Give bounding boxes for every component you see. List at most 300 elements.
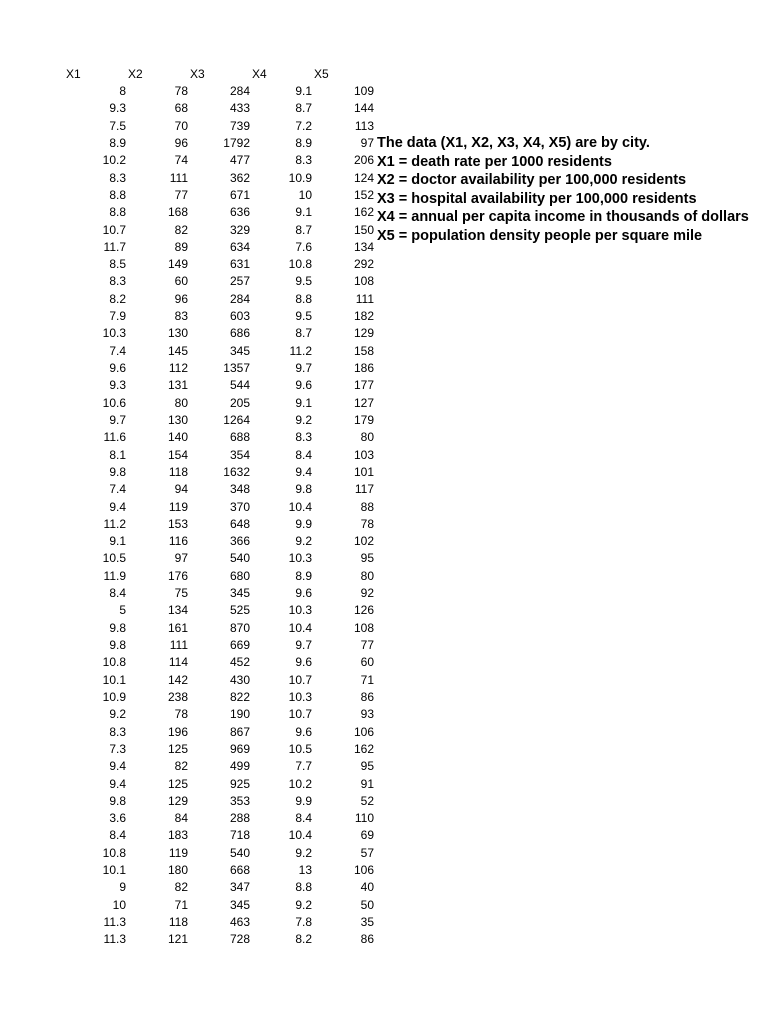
- table-cell[interactable]: 112: [168, 361, 188, 375]
- table-cell[interactable]: 92: [360, 586, 374, 601]
- table-cell[interactable]: 288: [229, 811, 250, 826]
- table-cell[interactable]: 108: [353, 274, 374, 289]
- table-cell[interactable]: 822: [229, 689, 250, 704]
- table-cell[interactable]: 463: [229, 915, 250, 929]
- table-cell[interactable]: 257: [229, 274, 250, 289]
- table-cell[interactable]: 9.6: [109, 361, 126, 375]
- table-row: [0, 100, 380, 117]
- table-cell[interactable]: 78: [360, 516, 374, 531]
- table-cell[interactable]: 9.5: [295, 274, 312, 289]
- table-cell[interactable]: 102: [353, 534, 374, 549]
- table-cell[interactable]: 11.3: [103, 915, 126, 929]
- table-row: [0, 810, 380, 827]
- table-row: [0, 724, 380, 741]
- table-cell[interactable]: 103: [353, 447, 374, 462]
- table-cell[interactable]: 95: [360, 759, 374, 774]
- table-cell[interactable]: 129: [353, 326, 374, 341]
- table-cell[interactable]: 168: [167, 205, 188, 220]
- table-cell[interactable]: 10.5: [102, 551, 126, 566]
- table-cell[interactable]: 96: [174, 135, 188, 150]
- data-table: [0, 83, 380, 949]
- table-row: [0, 758, 380, 775]
- table-cell[interactable]: 603: [229, 309, 250, 324]
- table-cell[interactable]: 82: [174, 222, 188, 237]
- table-cell[interactable]: 9.9: [295, 793, 312, 808]
- table-cell[interactable]: 8.3: [295, 153, 312, 168]
- table-cell[interactable]: 9.3: [109, 378, 126, 393]
- table-cell[interactable]: 9.6: [295, 378, 312, 393]
- table-cell[interactable]: 433: [229, 101, 250, 116]
- table-cell[interactable]: 57: [360, 845, 374, 860]
- table-cell[interactable]: 84: [174, 811, 188, 826]
- table-cell[interactable]: 70: [174, 118, 188, 133]
- table-cell[interactable]: 10.8: [288, 257, 312, 272]
- table-cell[interactable]: 671: [229, 187, 250, 202]
- table-cell[interactable]: 144: [353, 101, 374, 116]
- table-cell[interactable]: 7.2: [295, 118, 312, 133]
- table-row: [0, 897, 380, 914]
- table-cell[interactable]: 9.7: [295, 361, 312, 375]
- table-cell[interactable]: 8.8: [295, 291, 312, 306]
- table-cell[interactable]: 52: [360, 793, 374, 808]
- table-cell[interactable]: 97: [360, 135, 374, 150]
- table-cell[interactable]: 80: [360, 430, 374, 445]
- table-cell[interactable]: 8.8: [109, 187, 126, 202]
- note-x2[interactable]: X2 = doctor availability per 100,000 residents: [377, 172, 687, 188]
- table-cell[interactable]: 162: [353, 741, 374, 756]
- table-cell[interactable]: 60: [174, 274, 188, 289]
- header-x2[interactable]: X2: [128, 67, 143, 81]
- table-cell[interactable]: 10.4: [288, 620, 312, 635]
- table-cell[interactable]: 180: [167, 863, 188, 878]
- table-cell[interactable]: 161: [167, 620, 188, 635]
- table-cell[interactable]: 9.1: [295, 205, 312, 220]
- table-cell[interactable]: 525: [229, 603, 250, 618]
- table-cell[interactable]: 9.4: [109, 776, 126, 791]
- table-cell[interactable]: 354: [229, 447, 250, 462]
- table-row: [0, 395, 380, 412]
- table-cell[interactable]: 540: [229, 551, 250, 566]
- table-cell[interactable]: 8.9: [295, 135, 312, 150]
- table-cell[interactable]: 80: [360, 568, 374, 583]
- table-cell[interactable]: 8.3: [295, 430, 312, 445]
- table-cell[interactable]: 284: [229, 291, 250, 306]
- table-cell[interactable]: 452: [229, 655, 250, 670]
- table-cell[interactable]: 10.7: [288, 672, 312, 687]
- table-cell[interactable]: 9: [119, 880, 126, 895]
- table-cell[interactable]: 9.1: [295, 395, 312, 410]
- table-cell[interactable]: 544: [229, 378, 250, 393]
- table-cell[interactable]: 40: [360, 880, 374, 895]
- table-cell[interactable]: 1264: [223, 412, 250, 427]
- table-cell[interactable]: 728: [229, 932, 250, 947]
- table-row: [0, 464, 380, 481]
- table-cell[interactable]: 353: [229, 793, 250, 808]
- table-row: [0, 481, 380, 498]
- table-cell[interactable]: 110: [354, 811, 374, 826]
- table-cell[interactable]: 130: [167, 412, 188, 427]
- table-cell[interactable]: 205: [229, 395, 250, 410]
- table-cell[interactable]: 111: [355, 291, 374, 306]
- table-cell[interactable]: 8.2: [295, 932, 312, 947]
- table-cell[interactable]: 9.4: [109, 499, 126, 514]
- table-row: [0, 499, 380, 516]
- table-cell[interactable]: 71: [174, 897, 188, 912]
- table-cell[interactable]: 8.1: [109, 447, 126, 462]
- table-cell[interactable]: 176: [167, 568, 188, 583]
- table-cell[interactable]: 9.3: [109, 101, 126, 116]
- table-cell[interactable]: 238: [167, 689, 188, 704]
- table-cell[interactable]: 540: [229, 845, 250, 860]
- table-cell[interactable]: 71: [360, 672, 374, 687]
- table-cell[interactable]: 8.2: [109, 291, 126, 306]
- table-cell[interactable]: 116: [168, 534, 188, 549]
- table-cell[interactable]: 77: [360, 638, 374, 652]
- table-cell[interactable]: 688: [229, 430, 250, 445]
- table-cell[interactable]: 10.8: [102, 845, 126, 860]
- table-row: [0, 118, 380, 135]
- header-x5[interactable]: X5: [314, 67, 329, 81]
- table-cell[interactable]: 477: [229, 153, 250, 168]
- table-cell[interactable]: 140: [167, 430, 188, 445]
- table-cell[interactable]: 145: [167, 343, 188, 358]
- table-cell[interactable]: 686: [229, 326, 250, 341]
- table-cell[interactable]: 430: [229, 672, 250, 687]
- table-cell[interactable]: 7.7: [295, 759, 312, 774]
- table-cell[interactable]: 9.2: [109, 707, 126, 722]
- table-cell[interactable]: 10.4: [288, 828, 312, 843]
- table-cell[interactable]: 10.4: [288, 499, 312, 514]
- table-cell[interactable]: 668: [229, 863, 250, 878]
- table-row: [0, 654, 380, 671]
- table-cell[interactable]: 206: [353, 153, 374, 168]
- table-cell[interactable]: 154: [167, 447, 188, 462]
- table-cell[interactable]: 10: [298, 187, 312, 202]
- table-cell[interactable]: 292: [353, 257, 374, 272]
- table-cell[interactable]: 152: [353, 187, 374, 202]
- table-cell[interactable]: 9.2: [295, 845, 312, 860]
- table-cell[interactable]: 867: [229, 724, 250, 739]
- table-cell[interactable]: 362: [229, 170, 250, 185]
- table-row: [0, 706, 380, 723]
- table-cell[interactable]: 131: [167, 378, 188, 393]
- table-cell[interactable]: 129: [167, 793, 188, 808]
- table-cell[interactable]: 9.8: [109, 464, 126, 479]
- table-cell[interactable]: 113: [354, 118, 374, 133]
- table-cell[interactable]: 8.3: [109, 170, 126, 185]
- table-cell[interactable]: 7.4: [109, 343, 126, 358]
- table-cell[interactable]: 345: [229, 897, 250, 912]
- table-row: [0, 879, 380, 896]
- table-cell[interactable]: 124: [353, 170, 374, 185]
- table-cell[interactable]: 9.4: [295, 464, 312, 479]
- table-cell[interactable]: 162: [353, 205, 374, 220]
- table-cell[interactable]: 108: [353, 620, 374, 635]
- table-cell[interactable]: 9.8: [109, 638, 126, 652]
- table-cell[interactable]: 93: [360, 707, 374, 722]
- table-cell[interactable]: 631: [229, 257, 250, 272]
- table-cell[interactable]: 106: [353, 724, 374, 739]
- table-cell[interactable]: 186: [353, 361, 374, 375]
- table-row: [0, 931, 380, 948]
- table-cell[interactable]: 10.1: [102, 863, 126, 878]
- table-cell[interactable]: 669: [229, 638, 250, 652]
- table-cell[interactable]: 9.1: [295, 84, 312, 98]
- table-cell[interactable]: 106: [353, 863, 374, 878]
- table-cell[interactable]: 74: [174, 153, 188, 168]
- table-cell[interactable]: 83: [174, 309, 188, 324]
- table-cell[interactable]: 111: [169, 170, 188, 185]
- note-x4[interactable]: X4 = annual per capita income in thousands of dollars: [377, 209, 749, 225]
- table-row: [0, 689, 380, 706]
- table-cell[interactable]: 8.9: [295, 568, 312, 583]
- table-row: [0, 135, 380, 152]
- table-cell[interactable]: 347: [229, 880, 250, 895]
- header-x4[interactable]: X4: [252, 67, 267, 81]
- table-cell[interactable]: 9.8: [109, 793, 126, 808]
- table-cell[interactable]: 82: [174, 880, 188, 895]
- table-cell[interactable]: 8.9: [109, 135, 126, 150]
- table-cell[interactable]: 10.5: [288, 741, 312, 756]
- header-x3[interactable]: X3: [190, 67, 205, 81]
- table-cell[interactable]: 1357: [223, 361, 250, 375]
- table-row: [0, 308, 380, 325]
- table-cell[interactable]: 718: [229, 828, 250, 843]
- table-cell[interactable]: 9.5: [295, 309, 312, 324]
- table-cell[interactable]: 95: [360, 551, 374, 566]
- table-cell[interactable]: 89: [174, 239, 188, 254]
- table-cell[interactable]: 3.6: [109, 811, 126, 826]
- table-cell[interactable]: 8.8: [295, 880, 312, 895]
- table-cell[interactable]: 739: [229, 118, 250, 133]
- table-cell[interactable]: 9.6: [295, 655, 312, 670]
- table-cell[interactable]: 8.4: [295, 811, 312, 826]
- table-cell[interactable]: 13: [298, 863, 312, 878]
- table-cell[interactable]: 329: [229, 222, 250, 237]
- table-cell[interactable]: 60: [360, 655, 374, 670]
- table-cell[interactable]: 179: [353, 412, 374, 427]
- table-cell[interactable]: 10.3: [102, 326, 126, 341]
- table-cell[interactable]: 345: [229, 586, 250, 601]
- table-cell[interactable]: 5: [119, 603, 126, 618]
- table-row: [0, 568, 380, 585]
- table-cell[interactable]: 7.6: [295, 239, 312, 254]
- table-cell[interactable]: 8.4: [109, 828, 126, 843]
- table-cell[interactable]: 11.2: [103, 516, 126, 531]
- table-row: [0, 914, 380, 931]
- table-cell[interactable]: 97: [174, 551, 188, 566]
- table-cell[interactable]: 636: [229, 205, 250, 220]
- table-row: [0, 273, 380, 290]
- table-row: [0, 222, 380, 239]
- table-cell[interactable]: 196: [167, 724, 188, 739]
- table-cell[interactable]: 7.3: [109, 741, 126, 756]
- table-cell[interactable]: 82: [174, 759, 188, 774]
- table-cell[interactable]: 182: [353, 309, 374, 324]
- table-cell[interactable]: 125: [167, 741, 188, 756]
- table-row: [0, 429, 380, 446]
- table-cell[interactable]: 969: [229, 741, 250, 756]
- table-cell[interactable]: 366: [229, 534, 250, 549]
- note-x3[interactable]: X3 = hospital availability per 100,000 residents: [377, 190, 697, 207]
- table-cell[interactable]: 10.6: [102, 395, 126, 410]
- table-cell[interactable]: 370: [229, 499, 250, 514]
- table-cell[interactable]: 11.6: [103, 430, 126, 445]
- table-cell[interactable]: 142: [167, 672, 188, 687]
- table-row: [0, 585, 380, 602]
- table-cell[interactable]: 11.3: [103, 932, 126, 947]
- table-cell[interactable]: 8.8: [109, 205, 126, 220]
- table-cell[interactable]: 117: [354, 482, 374, 497]
- table-cell[interactable]: 111: [169, 638, 188, 652]
- table-cell[interactable]: 96: [174, 291, 188, 306]
- table-cell[interactable]: 9.8: [109, 620, 126, 635]
- table-cell[interactable]: 8.3: [109, 724, 126, 739]
- table-cell[interactable]: 50: [360, 897, 374, 912]
- table-row: [0, 550, 380, 567]
- table-row: [0, 256, 380, 273]
- table-cell[interactable]: 1792: [223, 135, 250, 150]
- table-row: [0, 83, 380, 100]
- table-cell[interactable]: 125: [167, 776, 188, 791]
- table-cell[interactable]: 7.5: [109, 118, 126, 133]
- table-cell[interactable]: 10.2: [288, 776, 312, 791]
- table-cell[interactable]: 91: [360, 776, 374, 791]
- table-cell[interactable]: 9.6: [295, 586, 312, 601]
- notes-block: [377, 134, 768, 245]
- table-row: [0, 827, 380, 844]
- table-cell[interactable]: 11.7: [103, 239, 126, 254]
- table-cell[interactable]: 345: [229, 343, 250, 358]
- table-cell[interactable]: 118: [168, 464, 188, 479]
- table-cell[interactable]: 9.7: [109, 412, 126, 427]
- table-row: [0, 204, 380, 221]
- table-cell[interactable]: 119: [168, 845, 188, 860]
- table-cell[interactable]: 149: [167, 257, 188, 272]
- table-cell[interactable]: 80: [174, 395, 188, 410]
- table-cell[interactable]: 9.2: [295, 897, 312, 912]
- table-cell[interactable]: 119: [168, 499, 188, 514]
- table-cell[interactable]: 10.9: [288, 170, 312, 185]
- table-cell[interactable]: 69: [360, 828, 374, 843]
- table-cell[interactable]: 134: [167, 603, 188, 618]
- table-cell[interactable]: 150: [353, 222, 374, 237]
- table-cell[interactable]: 78: [174, 84, 188, 98]
- table-cell[interactable]: 648: [229, 516, 250, 531]
- table-cell[interactable]: 35: [360, 915, 374, 929]
- note-x1[interactable]: X1 = death rate per 1000 residents: [377, 153, 612, 170]
- table-cell[interactable]: 348: [229, 482, 250, 497]
- table-cell[interactable]: 8.7: [295, 101, 312, 116]
- note-x5[interactable]: X5 = population density people per square mile: [377, 227, 703, 244]
- table-cell[interactable]: 10.7: [288, 707, 312, 722]
- table-cell[interactable]: 11.2: [289, 343, 312, 358]
- table-cell[interactable]: 77: [174, 187, 188, 202]
- table-cell[interactable]: 114: [168, 655, 188, 670]
- table-cell[interactable]: 153: [167, 516, 188, 531]
- table-cell[interactable]: 10.3: [288, 689, 312, 704]
- table-cell[interactable]: 109: [353, 84, 374, 98]
- table-cell[interactable]: 8.4: [295, 447, 312, 462]
- table-cell[interactable]: 9.7: [295, 638, 312, 652]
- table-cell[interactable]: 870: [229, 620, 250, 635]
- table-cell[interactable]: 10.9: [102, 689, 126, 704]
- table-cell[interactable]: 9.1: [109, 534, 126, 549]
- table-cell[interactable]: 134: [353, 239, 374, 254]
- table-cell[interactable]: 10.7: [102, 222, 126, 237]
- table-cell[interactable]: 8.4: [109, 586, 126, 601]
- table-cell[interactable]: 11.9: [103, 568, 126, 583]
- table-cell[interactable]: 88: [360, 499, 374, 514]
- table-cell[interactable]: 158: [353, 343, 374, 358]
- table-row: [0, 516, 380, 533]
- table-cell[interactable]: 86: [360, 689, 374, 704]
- table-cell[interactable]: 10.3: [288, 551, 312, 566]
- table-row: [0, 672, 380, 689]
- table-cell[interactable]: 68: [174, 101, 188, 116]
- table-cell[interactable]: 9.4: [109, 759, 126, 774]
- table-cell[interactable]: 9.2: [295, 412, 312, 427]
- table-cell[interactable]: 9.9: [295, 516, 312, 531]
- table-row: [0, 793, 380, 810]
- table-cell[interactable]: 183: [167, 828, 188, 843]
- table-cell[interactable]: 10.8: [102, 655, 126, 670]
- table-cell[interactable]: 7.4: [109, 482, 126, 497]
- table-cell[interactable]: 9.2: [295, 534, 312, 549]
- table-cell[interactable]: 8.7: [295, 222, 312, 237]
- table-cell[interactable]: 121: [167, 932, 188, 947]
- table-cell[interactable]: 190: [229, 707, 250, 722]
- table-cell[interactable]: 127: [353, 395, 374, 410]
- table-cell[interactable]: 177: [353, 378, 374, 393]
- table-cell[interactable]: 75: [174, 586, 188, 601]
- header-x1[interactable]: X1: [66, 67, 81, 81]
- table-cell[interactable]: 10: [112, 897, 126, 912]
- note-title[interactable]: The data (X1, X2, X3, X4, X5) are by city.: [377, 135, 650, 151]
- table-cell[interactable]: 634: [229, 239, 250, 254]
- table-row: [0, 187, 380, 204]
- table-row: [0, 637, 380, 654]
- table-cell[interactable]: 1632: [223, 464, 250, 479]
- table-row: [0, 447, 380, 464]
- table-cell[interactable]: 86: [360, 932, 374, 947]
- table-row: [0, 412, 380, 429]
- table-cell[interactable]: 118: [168, 915, 188, 929]
- table-cell[interactable]: 9.8: [295, 482, 312, 497]
- table-cell[interactable]: 10.2: [102, 153, 126, 168]
- table-cell[interactable]: 284: [229, 84, 250, 98]
- table-cell[interactable]: 8: [119, 84, 126, 98]
- table-cell[interactable]: 10.1: [102, 672, 126, 687]
- table-cell[interactable]: 925: [229, 776, 250, 791]
- table-row: [0, 862, 380, 879]
- table-cell[interactable]: 7.8: [295, 915, 312, 929]
- table-cell[interactable]: 499: [229, 759, 250, 774]
- table-cell[interactable]: 680: [229, 568, 250, 583]
- table-cell[interactable]: 94: [174, 482, 188, 497]
- table-cell[interactable]: 8.3: [109, 274, 126, 289]
- table-row: [0, 325, 380, 342]
- table-cell[interactable]: 101: [353, 464, 374, 479]
- table-cell[interactable]: 8.5: [109, 257, 126, 272]
- table-cell[interactable]: 130: [167, 326, 188, 341]
- table-cell[interactable]: 7.9: [109, 309, 126, 324]
- table-cell[interactable]: 126: [353, 603, 374, 618]
- table-cell[interactable]: 10.3: [288, 603, 312, 618]
- table-cell[interactable]: 9.6: [295, 724, 312, 739]
- table-cell[interactable]: 8.7: [295, 326, 312, 341]
- table-cell[interactable]: 78: [174, 707, 188, 722]
